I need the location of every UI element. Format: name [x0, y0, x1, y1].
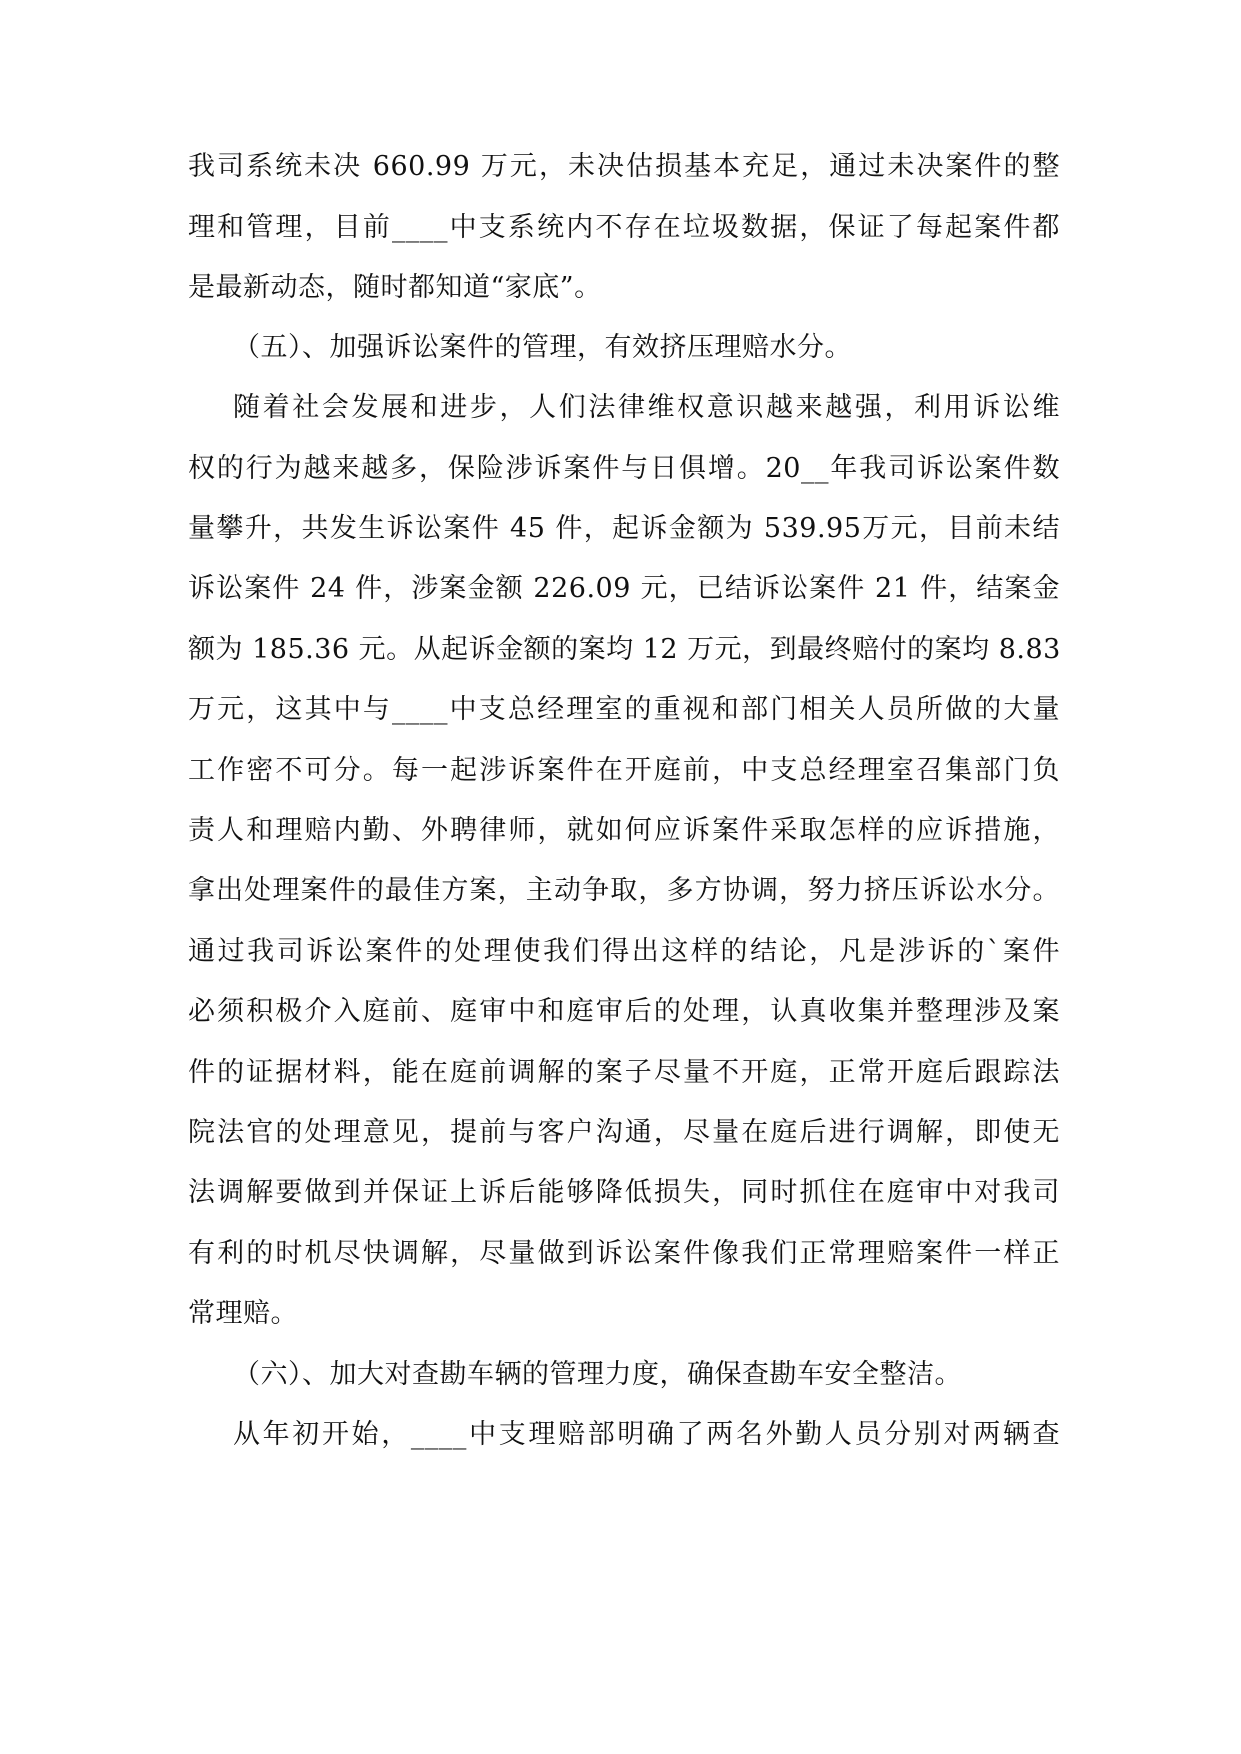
section-heading-5: （五）、加强诉讼案件的管理，有效挤压理赔水分。 [233, 332, 852, 363]
paragraph-line-11: 工作密不可分。每一起涉诉案件在开庭前，中支总经理室召集部门负 [188, 755, 1060, 786]
paragraph-line-7: 量攀升，共发生诉讼案件 45 件，起诉金额为 539.95万元，目前未结 [188, 513, 1060, 544]
paragraph-line-13: 拿出处理案件的最佳方案，主动争取，多方协调，努力挤压诉讼水分。 [188, 875, 1060, 906]
paragraph-line-14: 通过我司诉讼案件的处理使我们得出这样的结论，凡是涉诉的`案件 [188, 936, 1060, 967]
paragraph-line-19: 有利的时机尽快调解，尽量做到诉讼案件像我们正常理赔案件一样正 [188, 1238, 1060, 1269]
paragraph-line-17: 院法官的处理意见，提前与客户沟通，尽量在庭后进行调解，即使无 [188, 1117, 1060, 1148]
paragraph-line-18: 法调解要做到并保证上诉后能够降低损失，同时抓住在庭审中对我司 [188, 1177, 1060, 1208]
section-heading-6: （六）、加大对查勘车辆的管理力度，确保查勘车安全整洁。 [233, 1359, 962, 1390]
paragraph-line-1: 我司系统未决 660.99 万元，未决估损基本充足，通过未决案件的整 [188, 151, 1060, 182]
paragraph-line-6: 权的行为越来越多，保险涉诉案件与日俱增。20__年我司诉讼案件数 [188, 453, 1060, 484]
paragraph-line-10: 万元，这其中与____中支总经理室的重视和部门相关人员所做的大量 [188, 694, 1060, 725]
paragraph-line-3: 是最新动态，随时都知道“家底”。 [188, 272, 602, 303]
paragraph-line-16: 件的证据材料，能在庭前调解的案子尽量不开庭，正常开庭后跟踪法 [188, 1057, 1060, 1088]
paragraph-line-2: 理和管理，目前____中支系统内不存在垃圾数据，保证了每起案件都 [188, 212, 1060, 243]
paragraph-line-12: 责人和理赔内勤、外聘律师，就如何应诉案件采取怎样的应诉措施， [188, 815, 1060, 846]
paragraph-line-8: 诉讼案件 24 件，涉案金额 226.09 元，已结诉讼案件 21 件，结案金 [188, 573, 1060, 604]
paragraph-line-15: 必须积极介入庭前、庭审中和庭审后的处理，认真收集并整理涉及案 [188, 996, 1060, 1027]
paragraph-line-9: 额为 185.36 元。从起诉金额的案均 12 万元，到最终赔付的案均 8.83 [188, 634, 1061, 665]
paragraph-line-22: 从年初开始，____中支理赔部明确了两名外勤人员分别对两辆查 [233, 1419, 1060, 1450]
paragraph-line-5: 随着社会发展和进步，人们法律维权意识越来越强，利用诉讼维 [233, 392, 1060, 423]
paragraph-line-20: 常理赔。 [188, 1298, 298, 1329]
